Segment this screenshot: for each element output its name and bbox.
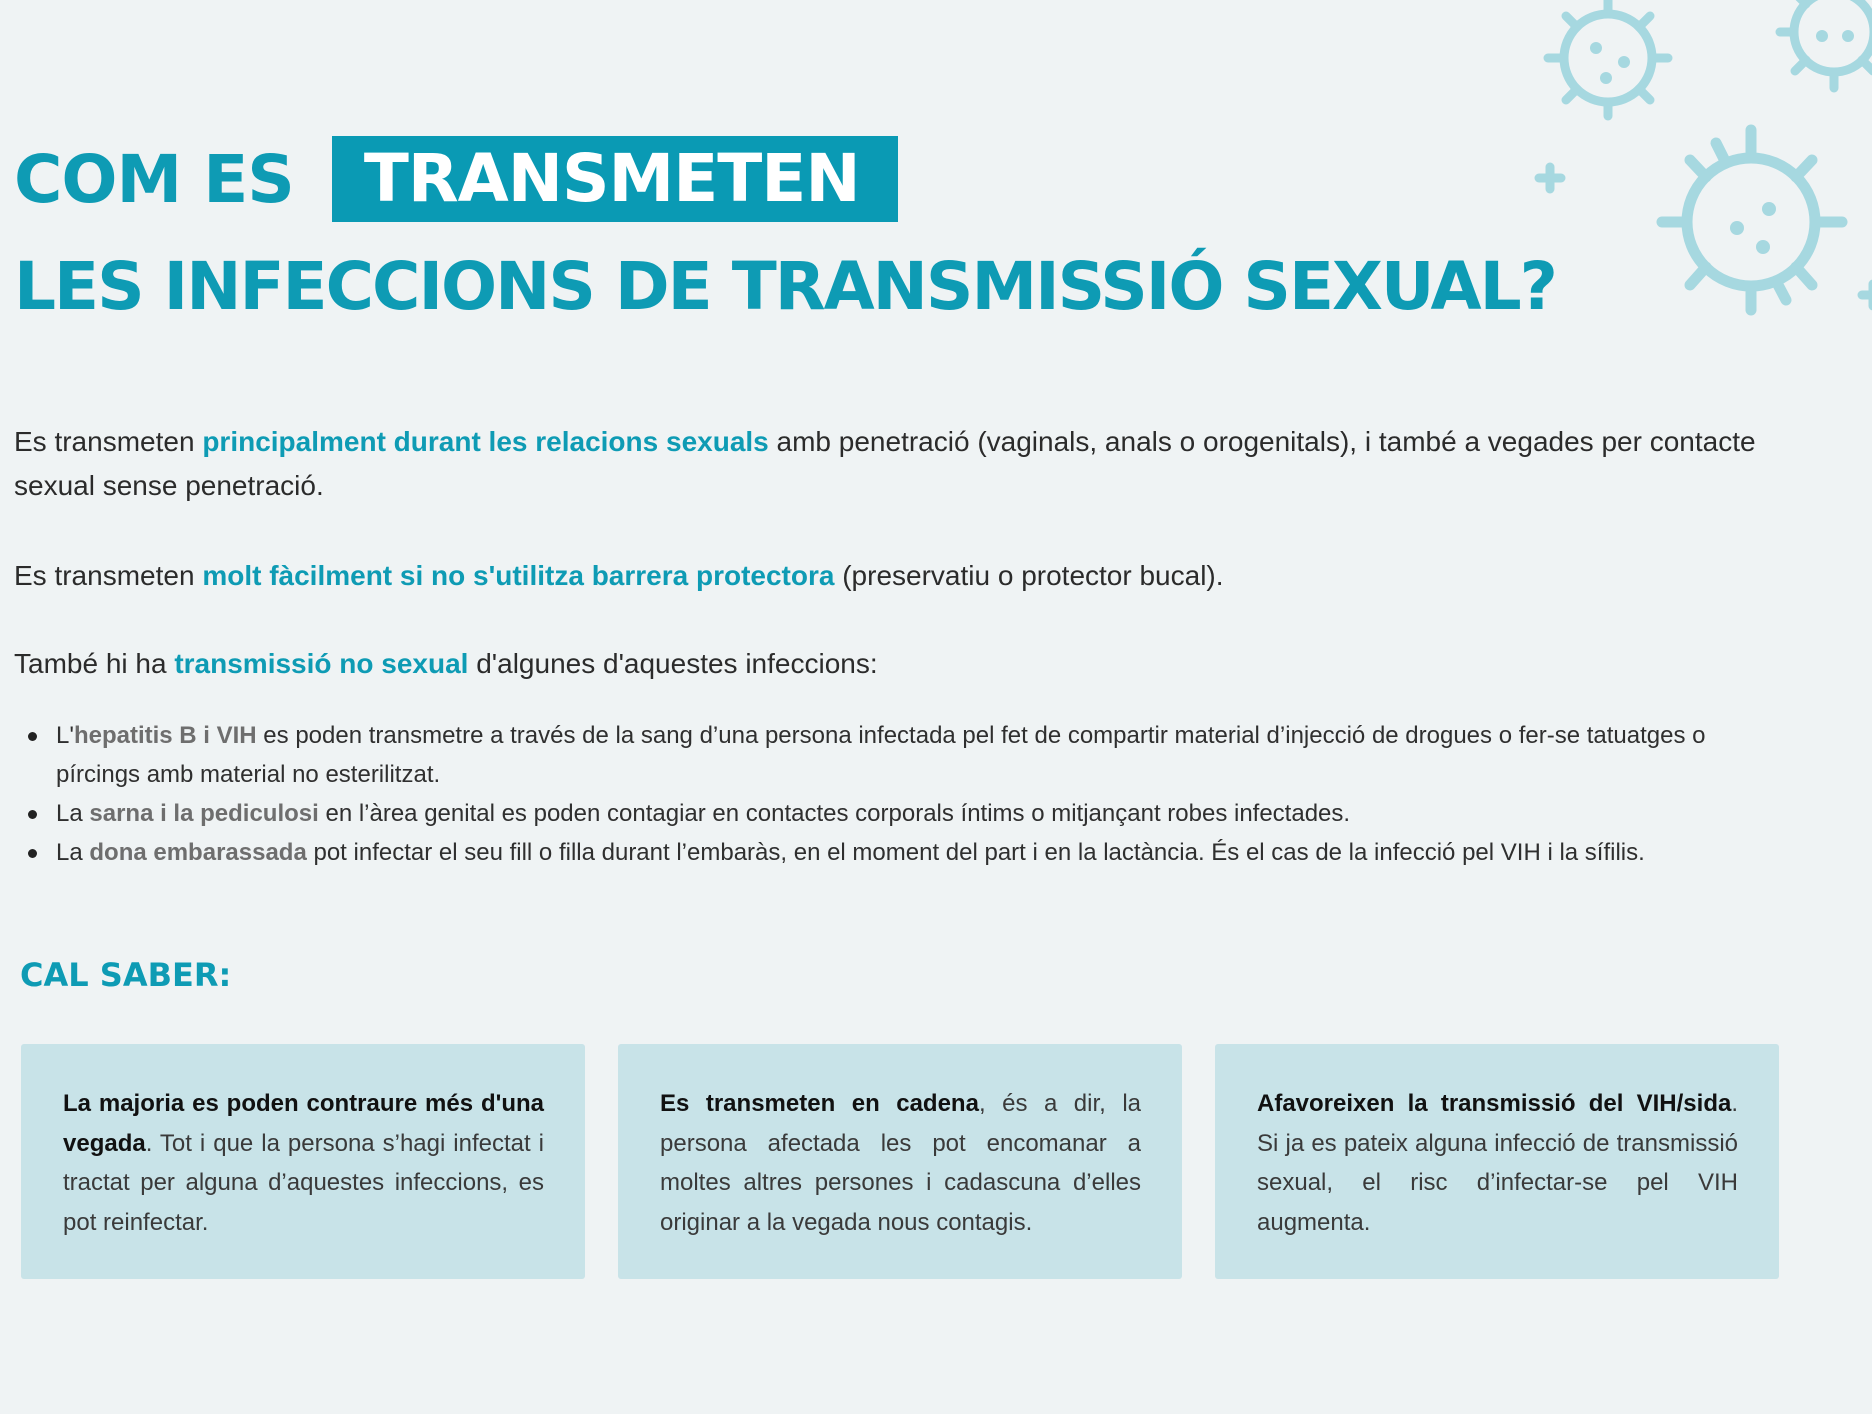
page-title-line1 — [14, 136, 898, 222]
list-item: L'hepatitis B i VIH es poden transmetre a través de la sang d’una persona infectada pel fet de compartir material d’injecció de drogues o fer-se tatuatges o pírcings amb material no esterilitzat. — [14, 716, 1774, 794]
plus-icon — [1862, 284, 1872, 306]
info-card-chain: Es transmeten en cadena, és a dir, la persona afectada les pot encomanar a moltes altres persones i cadascuna d’elles originar a la vegada nous contagis. — [618, 1044, 1182, 1279]
title-prefix: COM ES — [14, 140, 294, 218]
virus-icon — [1662, 130, 1842, 310]
list-item: La dona embarassada pot infectar el seu fill o filla durant l’embaràs, en el moment del part i en la lactància. És el cas de la infecció pel VIH i la sífilis. — [14, 833, 1774, 872]
virus-decoration — [1512, 0, 1872, 340]
list-item: La sarna i la pediculosi en l’àrea genital es poden contagiar en contactes corporals íntims o mitjançant robes infectades. — [14, 794, 1774, 833]
paragraph-sexual-transmission: Es transmeten principalment durant les relacions sexuals amb penetració (vaginals, anals o orogenitals), i també a vegades per contacte sexual sense penetració. — [14, 426, 1756, 501]
non-sexual-transmission-list — [14, 716, 1774, 872]
virus-icon — [1780, 0, 1872, 88]
info-card-hiv: Afavoreixen la transmissió del VIH/sida. Si ja es pateix alguna infecció de transmissió sexual, el risc d’infectar-se pel VIH augmenta. — [1215, 1044, 1779, 1279]
title-highlight: TRANSMETEN — [332, 136, 898, 222]
info-card-reinfection: La majoria es poden contraure més d'una vegada. Tot i que la persona s’hagi infectat i tractat per alguna d’aquestes infeccions, es pot reinfectar. — [21, 1044, 585, 1279]
plus-icon — [1539, 167, 1561, 189]
cal-saber-heading: CAL SABER: — [20, 956, 232, 994]
page-title-line2: LES INFECCIONS DE TRANSMISSIÓ SEXUAL? — [14, 248, 1556, 325]
virus-icon — [1548, 0, 1668, 116]
paragraph-non-sexual: També hi ha transmissió no sexual d'algunes d'aquestes infeccions: — [14, 648, 878, 679]
paragraph-barrier: Es transmeten molt fàcilment si no s'utilitza barrera protectora (preservatiu o protector bucal). — [14, 560, 1224, 591]
